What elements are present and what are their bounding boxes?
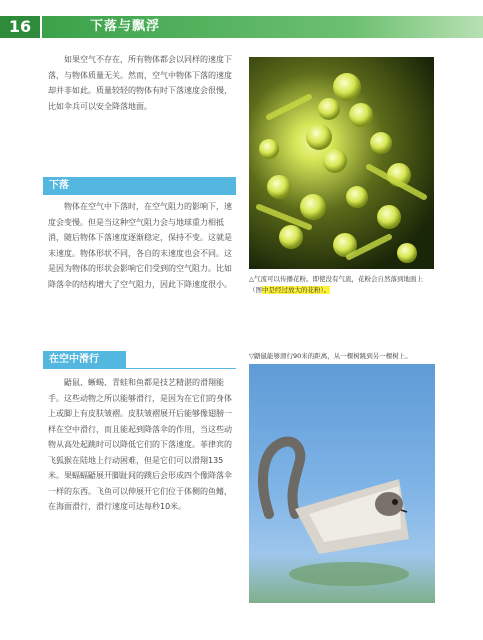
- intro-paragraph: 如果空气不存在，所有物体都会以同样的速度下落，与物体质量无关。然而，空气中物体下落的速度却并非如此。质量较轻的物体有时下落速度会很慢，比如伞兵可以安全降落地面。: [48, 55, 232, 111]
- fall-paragraph: 物体在空气中下落时，在空气阻力的影响下，速度会变慢。但是当这种空气阻力会与地球重力相抵消，随后物体下落速度逐渐稳定，保持不变。这就是末速度。物体形状不同，各自的末速度也会不同。这是因为物体的形状会影响它们受到的空气阻力。比如降落伞的结构增大了空气阻力，因此下降速度很小。: [48, 202, 232, 289]
- flying-squirrel-photo: [249, 364, 435, 603]
- page-header: [0, 16, 483, 38]
- pollen-caption: [249, 274, 435, 296]
- pollen-caption-text: △气流可以传播花粉。即使没有气流，花粉会自然落到地面上（图中是经过放大的花粉）。: [249, 275, 423, 294]
- page-title: 下落与飘浮: [90, 19, 161, 34]
- glide-paragraph: 鼯鼠、蜥蜴、青蛙和鱼都是技艺精湛的滑翔能手。这些动物之所以能够滑行，是因为在它们的身体上或脚上有皮肤皱褶。皮肤皱褶展开后能够像翅膀一样在空中滑行，而且能起到降落伞的作用，当这些动物从高处起跳时可以降低它们的下落速度。菲律宾的飞狐猴在陆地上行动困难，但是它们可以滑翔135米。果蝠蝠鼯展开脚趾间的蹼后会形成四个像降落伞一样的东西。飞鱼可以伸展开它们位于体侧的鱼鳍，在海面滑行，滑行速度可达每秒10米。: [48, 378, 232, 511]
- section-title-glide: 在空中滑行: [43, 351, 126, 369]
- flying-squirrel-illustration: [249, 364, 435, 603]
- section-title-fall: 下落: [43, 177, 236, 195]
- pollen-photo: [249, 57, 434, 269]
- pollen-illustration: [249, 57, 434, 269]
- squirrel-caption: ▽鼯鼠能够滑行90米的距离，从一棵树跳到另一棵树上。: [249, 352, 412, 360]
- caption-highlight: 中是经过放大的花粉）。: [262, 286, 331, 294]
- title-bar: [42, 16, 483, 38]
- page-number: 16: [0, 16, 40, 38]
- section-underline: [43, 368, 236, 369]
